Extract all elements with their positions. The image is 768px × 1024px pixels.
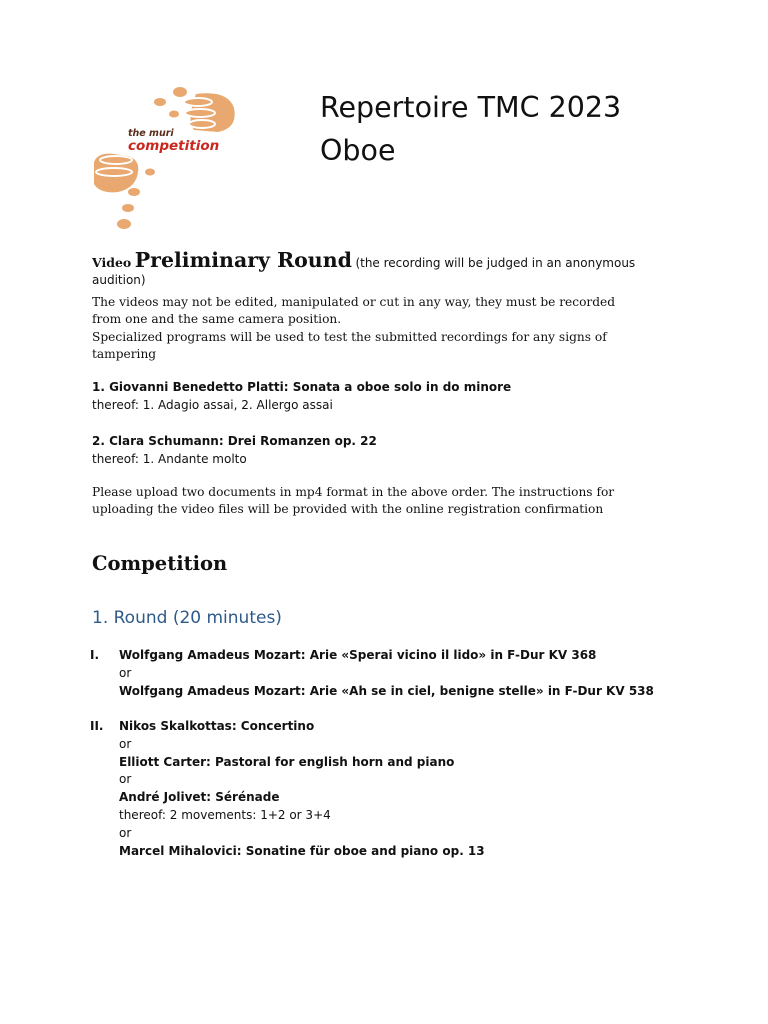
item-line: or [119, 825, 132, 840]
competition-heading: Competition [92, 552, 228, 575]
upload-line: Please upload two documents in mp4 format in the above order. The instructions for [92, 485, 615, 499]
piece-title: 1. Giovanni Benedetto Platti: Sonata a oboe solo in do minore [92, 380, 512, 394]
rule-line: from one and the same camera position. [92, 312, 342, 327]
item-line: Nikos Skalkottas: Concertino [119, 719, 315, 733]
piece-detail: thereof: 1. Adagio assai, 2. Allergo assai [92, 397, 333, 412]
rule-line: The videos may not be edited, manipulated or cut in any way, they must be recorded [92, 295, 616, 309]
item-line: or [119, 736, 132, 751]
preliminary-piece-1 [92, 379, 728, 414]
preliminary-rules [92, 294, 728, 363]
item-line: Wolfgang Amadeus Mozart: Arie «Sperai vicino il lido» in F-Dur KV 368 [119, 648, 597, 662]
rule-line: Specialized programs will be used to test the submitted recordings for any signs of [92, 329, 607, 344]
round-1-item-2 [90, 718, 748, 860]
item-line: or [119, 665, 132, 680]
competition-logo [88, 80, 238, 236]
document-title [320, 86, 621, 172]
rule-line: tampering [92, 346, 157, 361]
piece-detail: thereof: 1. Andante molto [92, 451, 247, 466]
round-1-item-1 [90, 647, 748, 700]
item-line: Elliott Carter: Pastoral for english horn and piano [119, 754, 455, 769]
item-line: Wolfgang Amadeus Mozart: Arie «Ah se in ciel, benigne stelle» in F-Dur KV 538 [119, 683, 654, 698]
preliminary-lead: Video [92, 255, 132, 270]
item-line: Marcel Mihalovici: Sonatine für oboe and piano op. 13 [119, 843, 485, 858]
preliminary-piece-2 [92, 433, 728, 468]
preliminary-note: (the recording will be judged in an anonymous [355, 256, 636, 270]
item-number: I. [90, 648, 100, 662]
preliminary-title: Preliminary Round [134, 248, 352, 272]
preliminary-round-heading [92, 248, 728, 289]
hands-logo-icon [88, 80, 238, 236]
item-line: thereof: 2 movements: 1+2 or 3+4 [119, 807, 331, 822]
item-number: II. [90, 719, 104, 733]
upload-line: uploading the video files will be provided with the online registration confirmation [92, 502, 604, 517]
item-line: André Jolivet: Sérénade [119, 790, 280, 805]
title-line-2: Oboe [320, 134, 396, 167]
svg-text:the muri: the muri [128, 128, 174, 139]
piece-title: 2. Clara Schumann: Drei Romanzen op. 22 [92, 434, 377, 448]
upload-instructions [92, 484, 728, 519]
svg-text:competition: competition [128, 138, 220, 154]
round-1-heading: 1. Round (20 minutes) [92, 608, 282, 628]
title-line-1: Repertoire TMC 2023 [320, 91, 622, 124]
preliminary-note-cont: audition) [92, 273, 146, 287]
item-line: or [119, 772, 132, 787]
